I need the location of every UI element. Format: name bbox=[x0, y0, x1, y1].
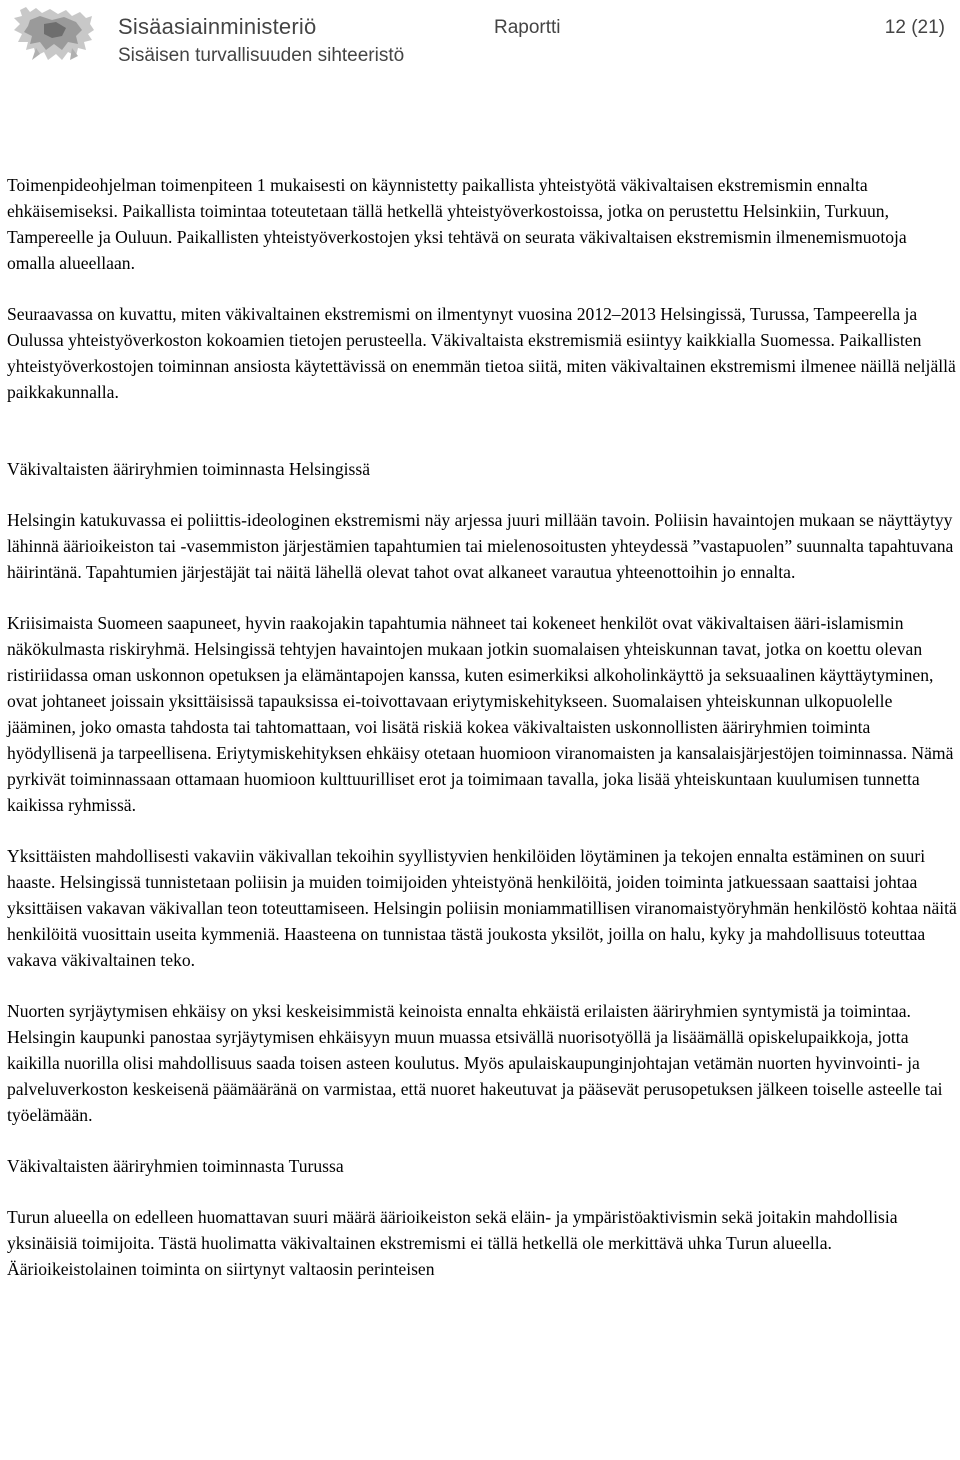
page-number: 12 (21) bbox=[884, 17, 945, 38]
section-heading-turku: Väkivaltaisten ääriryhmien toiminnasta Turussa bbox=[7, 1156, 344, 1176]
paragraph-3: Helsingin katukuvassa ei poliittis-ideologinen ekstremismi näy arjessa juuri millään tavoin. Poliisin havaintojen mukaan se näyttäytyy lähinnä äärioikeiston tai -vasemmiston järjestämien tapahtumien tai mielenosoitusten yhteydessä ”vastapuolen” suunnalta tapahtuvana häirintänä. Tapahtumien järjestäjät tai näitä lähellä olevat tahot ovat alkaneet varautua yhteenottoihin jo ennalta. bbox=[7, 510, 954, 582]
coat-of-arms-lion-icon bbox=[6, 4, 98, 66]
organization-unit: Sisäisen turvallisuuden sihteeristö bbox=[118, 45, 405, 66]
paragraph-5: Yksittäisten mahdollisesti vakaviin väkivallan tekoihin syyllistyvien henkilöiden löytäminen ja tekojen ennalta estäminen on suuri haaste. Helsingissä tunnistetaan poliisin ja muiden toimijoiden yhteistyönä henkilöitä, joiden toiminta jatkuessaan saattaisi johtaa yksittäisen vakavan väkivallan teon toteuttamiseen. Helsingin poliisin moniammatillisen viranomaistyöryhmän henkilöstö kohtaa näitä henkilöitä vuosittain useita kymmeniä. Haasteena on tunnistaa tästä joukosta yksilöt, joilla on halu, kyky ja mahdollisuus toteuttaa vakava väkivaltainen teko. bbox=[7, 846, 957, 970]
document-body bbox=[7, 172, 957, 1282]
paragraph-4: Kriisimaista Suomeen saapuneet, hyvin raakojakin tapahtumia nähneet tai kokeneet henkilöt ovat väkivaltaisen ääri-islamismin näkökulmasta riskiryhmä. Helsingissä tehtyjen havaintojen mukaan jotkin suomalaisen yhteiskunnan tavat, jotka on koettu olevan ristiriidassa oman uskonnon opetuksen ja elämäntapojen kanssa, kuten esimerkiksi alkoholinkäyttö ja seksuaalinen käyttäytyminen, ovat johtaneet joissain yksittäisissä tapauksissa ei-toivottavaan eriytymiskehitykseen. Suomalaisen yhteiskunnan ulkopuolelle jääminen, joko omasta tahdosta tai tahtomattaan, voi lisätä riskiä kokea väkivaltaisten uskonnollisten ääriryhmien toiminta hyödyllisenä ja tarpeellisena. Eriytymiskehityksen ehkäisy otetaan huomioon viranomaisten ja kansalaisjärjestöjen toiminnassa. Nämä pyrkivät toiminnassaan ottamaan huomioon kulttuurilliset erot ja toimimaan tavalla, joka lisää yhteiskuntaan kuulumisen tunnetta kaikissa ryhmissä. bbox=[7, 613, 954, 815]
paragraph-2: Seuraavassa on kuvattu, miten väkivaltainen ekstremismi on ilmentynyt vuosina 2012–2013 Helsingissä, Turussa, Tampeerella ja Oulussa yhteistyöverkoston kokoamien tietojen perusteella. Väkivaltaista ekstremismiä esiintyy kaikkialla Suomessa. Paikallisten yhteistyöverkostojen toiminnan ansiosta käytettävissä on enemmän tietoa siitä, miten väkivaltainen ekstremismi ilmenee näillä neljällä paikkakunnalla. bbox=[7, 304, 956, 402]
page-header bbox=[0, 0, 960, 80]
paragraph-6: Nuorten syrjäytymisen ehkäisy on yksi keskeisimmistä keinoista ennalta ehkäistä erilaisten ääriryhmien syntymistä ja toimintaa. Helsingin kaupunki panostaa syrjäytymisen ehkäisyyn muun muassa etsivällä nuorisotyöllä ja lisäämällä opiskelupaikkoja, jotta kaikilla nuorilla olisi mahdollisuus saada toisen asteen koulutus. Myös apulaiskaupunginjohtajan vetämän nuorten hyvinvointi- ja palveluverkoston keskeisenä päämääränä on varmistaa, että nuoret hakeutuvat ja pääsevät perusopetuksen jälkeen toiselle asteelle tai työelämään. bbox=[7, 1001, 943, 1125]
organization-name: Sisäasiainministeriö bbox=[118, 14, 317, 39]
section-heading-helsinki: Väkivaltaisten ääriryhmien toiminnasta Helsingissä bbox=[7, 459, 371, 479]
paragraph-1: Toimenpideohjelman toimenpiteen 1 mukaisesti on käynnistetty paikallista yhteistyötä väkivaltaisen ekstremismin ennalta ehkäisemiseksi. Paikallista toimintaa toteutetaan tällä hetkellä yhteistyöverkostoissa, jotka on perustettu Helsinkiin, Turkuun, Tampereelle ja Ouluun. Paikallisten yhteistyöverkostojen yksi tehtävä on seurata väkivaltaisen ekstremismin ilmenemismuotoja omalla alueellaan. bbox=[7, 175, 907, 273]
paragraph-7: Turun alueella on edelleen huomattavan suuri määrä äärioikeiston sekä eläin- ja ympäristöaktivismin sekä joitakin mahdollisia yksinäisiä toimijoita. Tästä huolimatta väkivaltainen ekstremismi ei tällä hetkellä ole merkittävä uhka Turun alueella. Äärioikeistolainen toiminta on siirtynyt valtaosin perinteisen bbox=[7, 1207, 898, 1279]
document-type: Raportti bbox=[494, 17, 561, 38]
